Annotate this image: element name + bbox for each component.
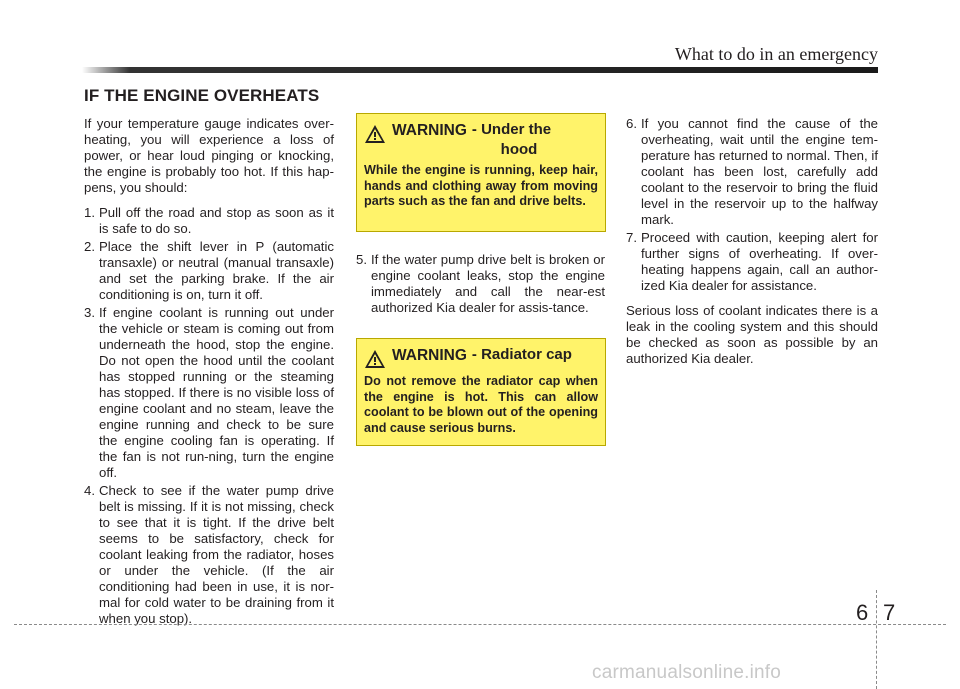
list-item: 6. If you cannot find the cause of the overheating, wait until the engine tem-perature has returned to normal. Then, if coolant has been lost, carefully add coolant to the reservoir to bring the fluid level in the reservoir up to the halfway mark. [626, 116, 878, 227]
warning-label: WARNING [392, 122, 467, 139]
list-item: 2. Place the shift lever in P (automatic transaxle) or neutral (manual transaxle) and set the parking brake. If the air conditioning is on, turn it off. [84, 239, 334, 302]
list-item: 4. Check to see if the water pump drive belt is missing. If it is not missing, check to see that it is tight. If the drive belt seems to be satisfactory, check for coolant leaking from the radiator, hoses or under the vehicle. (If the air conditioning had been in use, it is nor-mal for cold water to be draining from it when you stop). [84, 483, 334, 626]
warning-label: WARNING [392, 347, 467, 364]
header-title: What to do in an emergency [674, 44, 878, 64]
section-title: IF THE ENGINE OVERHEATS [84, 86, 320, 105]
steps-list-2 [356, 252, 605, 316]
column-left [84, 116, 334, 629]
intro-paragraph: If your temperature gauge indicates over-heating, you will experience a loss of power, or hear loud pinging or knocking, the engine is probably too hot. If this hap-pens, you should: [84, 116, 334, 195]
warning-header [364, 347, 598, 369]
warning-box-radiator [356, 338, 606, 446]
warning-subtitle: - Radiator cap [471, 346, 572, 363]
warning-subtitle: - Under the [471, 121, 552, 138]
list-item: 7. Proceed with caution, keeping alert for further signs of overheating. If over-heating happens again, call an author-ized Kia dealer for assistance. [626, 230, 878, 293]
outro-paragraph: Serious loss of coolant indicates there is a leak in the cooling system and this should be checked as soon as possible by an authorized Kia dealer. [626, 303, 878, 366]
warning-body: Do not remove the radiator cap when the engine is hot. This can allow coolant to be blown out of the opening and cause serious burns. [364, 374, 598, 435]
steps-list-1 [84, 205, 334, 627]
steps-list-3 [626, 116, 878, 294]
footer-divider [876, 590, 877, 689]
header-rule [82, 67, 878, 73]
warning-subtitle-cont: hood [500, 141, 538, 158]
watermark: carmanualsonline.info [592, 662, 782, 683]
list-item: 5. If the water pump drive belt is broken or engine coolant leaks, stop the engine immediately and call the near-est authorized Kia dealer for assis-tance. [356, 252, 605, 315]
warning-body: While the engine is running, keep hair, hands and clothing away from moving parts such as the fan and drive belts. [364, 163, 598, 208]
column-middle [356, 252, 605, 318]
footer-rule [14, 624, 946, 625]
list-item: 1. Pull off the road and stop as soon as it is safe to do so. [84, 205, 334, 236]
chapter-number: 6 [856, 600, 869, 625]
warning-triangle-icon [364, 349, 386, 369]
page-number: 7 [883, 600, 896, 625]
column-right [626, 116, 878, 376]
warning-triangle-icon [364, 124, 386, 144]
warning-box-hood [356, 113, 606, 232]
list-item: 3. If engine coolant is running out under the vehicle or steam is coming out from underneath the hood, stop the engine. Do not open the hood until the coolant has stopped running or the steaming has stopped. If there is no visible loss of engine coolant and no steam, leave the engine running and check to be sure the engine cooling fan is operating. If the fan is not run-ning, turn the engine off. [84, 305, 334, 480]
warning-header [364, 122, 598, 144]
